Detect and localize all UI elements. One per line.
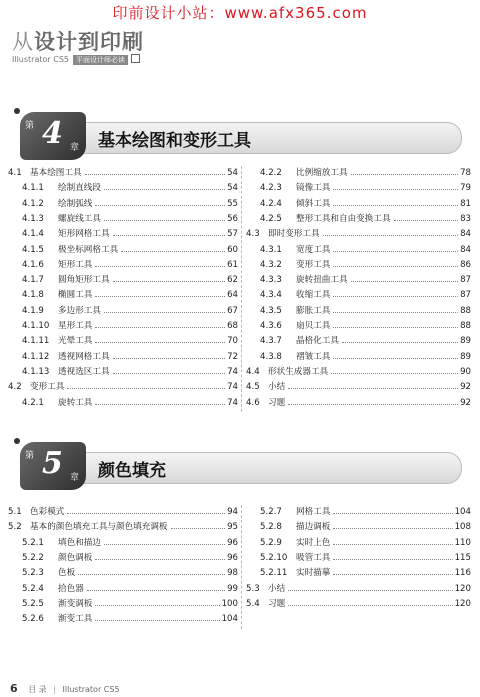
dot-leader <box>288 590 452 591</box>
toc-entry-number: 5.2.1 <box>22 537 44 548</box>
dot-leader <box>113 373 225 374</box>
footer-section: 目 录 <box>28 685 47 694</box>
toc-entry-title: 渐变调板 <box>58 598 93 609</box>
dot-leader <box>351 281 458 282</box>
toc-entry-page: 87 <box>460 290 471 301</box>
chapter-badge <box>20 442 86 490</box>
toc-entry-title: 描边调板 <box>296 522 331 533</box>
toc-entry[interactable] <box>246 365 471 377</box>
toc-entry[interactable] <box>8 243 238 255</box>
toc-entry-number: 4.1.1 <box>22 183 44 194</box>
chapter-badge <box>20 112 86 160</box>
toc-entry-title: 膨胀工具 <box>296 305 331 316</box>
chapter-suffix: 章 <box>70 143 80 153</box>
page-number: 6 <box>10 682 18 695</box>
toc-entry-number: 4.1.10 <box>22 321 50 331</box>
toc-entry-title: 透视网格工具 <box>58 351 110 362</box>
toc-entry-title: 绘制直线段 <box>58 183 101 194</box>
toc-entry-number: 4.3.5 <box>260 305 282 316</box>
toc-entry[interactable] <box>8 520 238 532</box>
toc-entry[interactable] <box>8 212 238 224</box>
toc-entry-number: 4.1.3 <box>22 213 44 224</box>
toc-entry-number: 4.1.9 <box>22 305 44 316</box>
book-subtitle <box>12 54 140 65</box>
toc-entry[interactable] <box>8 551 238 563</box>
toc-entry-page: 62 <box>227 275 238 286</box>
toc-entry-title: 褶皱工具 <box>296 351 331 362</box>
toc-entry-title: 镜像工具 <box>296 183 331 194</box>
toc-entry-title: 色板 <box>58 568 76 579</box>
chapter-number: 4 <box>42 116 63 151</box>
chapter-suffix: 章 <box>70 473 80 483</box>
dot-leader <box>351 174 458 175</box>
toc-entry-title: 比例缩放工具 <box>296 168 348 178</box>
dot-leader <box>333 544 452 545</box>
dot-leader <box>342 342 458 343</box>
toc-entry-page: 83 <box>460 213 471 224</box>
toc-entry[interactable] <box>246 227 471 239</box>
toc-entry[interactable] <box>246 334 471 346</box>
toc-entry-page: 120 <box>454 583 471 594</box>
toc-entry[interactable] <box>8 197 238 209</box>
toc-entry-number: 4.2.1 <box>22 397 44 408</box>
dot-leader <box>121 251 225 252</box>
toc-entry-page: 90 <box>460 366 471 377</box>
toc-entry-title: 晶格化工具 <box>296 336 339 347</box>
toc-entry-number: 4.3 <box>246 229 260 240</box>
toc-entry-number: 4.1.13 <box>22 366 50 377</box>
toc-entry-page: 81 <box>460 198 471 209</box>
toc-entry-title: 矩形网格工具 <box>58 229 110 240</box>
toc-entry-page: 96 <box>227 552 238 563</box>
toc-entry-title: 填色和描边 <box>58 537 101 548</box>
toc-entry-number: 5.2.9 <box>260 537 282 548</box>
toc-entry[interactable] <box>8 396 238 408</box>
toc-entry-title: 光晕工具 <box>58 336 93 347</box>
toc-entry-page: 88 <box>460 305 471 316</box>
dot-leader <box>95 296 225 297</box>
dot-leader <box>67 513 225 514</box>
dot-leader <box>333 327 458 328</box>
dot-leader <box>95 404 225 405</box>
toc-entry-page: 57 <box>227 229 238 240</box>
chapter-number: 5 <box>42 446 63 481</box>
toc-entry-title: 基本的颜色填充工具与颜色填充调板 <box>30 522 168 533</box>
dot-leader <box>288 388 458 389</box>
toc-entry-number: 5.2.8 <box>260 522 282 533</box>
toc-entry[interactable] <box>8 227 238 239</box>
toc-entry[interactable] <box>246 288 471 300</box>
toc-entry[interactable] <box>246 243 471 255</box>
toc-entry-page: 92 <box>460 382 471 393</box>
toc-entry-title: 透视选区工具 <box>58 366 110 377</box>
chapter-title: 基本绘图和变形工具 <box>98 131 251 151</box>
dot-leader <box>333 251 458 252</box>
toc-entry-page: 104 <box>454 507 471 517</box>
dot-leader <box>85 174 225 175</box>
toc-entry[interactable] <box>8 612 238 624</box>
toc-entry[interactable] <box>246 258 471 270</box>
dot-leader <box>333 513 452 514</box>
toc-entry-title: 习题 <box>268 598 286 609</box>
toc-entry[interactable] <box>8 597 238 609</box>
footer-product: Illustrator CS5 <box>62 685 120 694</box>
toc-entry-title: 渐变工具 <box>58 614 93 625</box>
toc-entry-title: 圆角矩形工具 <box>58 275 110 286</box>
toc-entry-title: 绘制弧线 <box>58 198 93 209</box>
dot-leader <box>95 205 225 206</box>
toc-entry-page: 84 <box>460 244 471 255</box>
dot-leader <box>95 620 219 621</box>
toc-entry[interactable] <box>246 582 471 594</box>
toc-entry-number: 4.2.5 <box>260 213 282 224</box>
dot-leader <box>333 266 458 267</box>
toc-entry-title: 变形工具 <box>30 382 65 393</box>
dot-leader <box>323 235 458 236</box>
toc-entry-page: 86 <box>460 259 471 270</box>
toc-entry[interactable] <box>8 380 238 392</box>
toc-entry-page: 110 <box>454 537 471 548</box>
toc-entry-page: 55 <box>227 198 238 209</box>
toc-entry-number: 4.1.7 <box>22 275 44 286</box>
toc-entry-page: 100 <box>221 598 238 609</box>
toc-entry-title: 椭圆工具 <box>58 290 93 301</box>
dot-leader <box>333 559 452 560</box>
toc-entry-page: 60 <box>227 244 238 255</box>
toc-entry-number: 4.3.8 <box>260 351 282 362</box>
toc-entry-title: 收缩工具 <box>296 290 331 301</box>
dot-leader <box>67 388 225 389</box>
toc-entry-page: 74 <box>227 382 238 393</box>
toc-entry[interactable] <box>246 380 471 392</box>
toc-entry-number: 4.3.1 <box>260 244 282 255</box>
toc-entry-title: 习题 <box>268 397 286 408</box>
toc-entry-title: 实时上色 <box>296 537 331 548</box>
toc-entry[interactable] <box>8 273 238 285</box>
toc-entry-page: 120 <box>454 598 471 609</box>
dot-leader <box>95 342 225 343</box>
toc-entry-page: 108 <box>454 522 471 533</box>
dot-leader <box>331 373 458 374</box>
toc-entry-number: 4.1.4 <box>22 229 44 240</box>
toc-entry[interactable] <box>246 166 471 178</box>
toc-entry-number: 4.3.4 <box>260 290 282 301</box>
dot-leader <box>113 358 225 359</box>
dot-leader <box>95 605 219 606</box>
toc-entry-title: 宽度工具 <box>296 244 331 255</box>
toc-entry-page: 78 <box>460 168 471 178</box>
dot-leader <box>288 605 452 606</box>
dot-leader <box>333 312 458 313</box>
toc-entry-number: 4.2.3 <box>260 183 282 194</box>
toc-entry-number: 4.1.5 <box>22 244 44 255</box>
book-title-prefix: 从 <box>12 30 34 54</box>
toc-entry-number: 5.3 <box>246 583 260 594</box>
dot-leader <box>333 528 452 529</box>
toc-entry-page: 88 <box>460 321 471 331</box>
toc-entry-title: 形状生成器工具 <box>268 366 329 377</box>
toc-entry-page: 116 <box>454 568 471 579</box>
dot-leader <box>104 544 225 545</box>
dot-leader <box>333 296 458 297</box>
square-icon <box>131 54 140 63</box>
dot-leader <box>394 220 459 221</box>
toc-entry-title: 网格工具 <box>296 507 331 517</box>
toc-entry[interactable] <box>8 350 238 362</box>
dot-leader <box>78 574 225 575</box>
toc-entry-title: 旋转扭曲工具 <box>296 275 348 286</box>
toc-entry-title: 颜色调板 <box>58 552 93 563</box>
toc-entry-number: 5.4 <box>246 598 260 609</box>
toc-entry-title: 即时变形工具 <box>268 229 320 240</box>
toc-entry-number: 4.1 <box>8 168 22 178</box>
toc-entry-number: 4.3.2 <box>260 259 282 270</box>
toc-entry[interactable] <box>246 597 471 609</box>
toc-entry-page: 68 <box>227 321 238 331</box>
dot-leader <box>333 189 458 190</box>
watermark-text: 印前设计小站：www.afx365.com <box>112 4 368 22</box>
toc-entry-page: 72 <box>227 351 238 362</box>
dot-leader <box>104 312 225 313</box>
toc-entry-number: 5.2.5 <box>22 598 44 609</box>
dot-leader <box>95 559 225 560</box>
toc-entry-page: 94 <box>227 507 238 517</box>
toc-entry[interactable] <box>246 396 471 408</box>
toc-entry-number: 4.3.6 <box>260 321 282 331</box>
dot-leader <box>95 266 225 267</box>
toc-entry-page: 87 <box>460 275 471 286</box>
toc-entry[interactable] <box>246 520 471 532</box>
toc-entry-page: 74 <box>227 397 238 408</box>
toc-entry-title: 基本绘图工具 <box>30 168 82 178</box>
toc-entry-number: 5.2.7 <box>260 507 282 517</box>
toc-entry-title: 多边形工具 <box>58 305 101 316</box>
book-tag: 平面设计师必读 <box>73 55 128 65</box>
toc-entry-number: 4.2.2 <box>260 168 282 178</box>
dot-leader <box>113 281 225 282</box>
toc-entry[interactable] <box>8 505 238 517</box>
chapter-prefix: 第 <box>25 121 35 131</box>
toc-entry-page: 70 <box>227 336 238 347</box>
toc-entry[interactable] <box>246 319 471 331</box>
dot-leader <box>95 327 225 328</box>
dot-leader <box>288 404 458 405</box>
toc-entry-title: 小结 <box>268 583 286 594</box>
toc-entry[interactable] <box>8 566 238 578</box>
chapter-title: 颜色填充 <box>98 461 166 481</box>
toc-entry-number: 5.2.4 <box>22 583 44 594</box>
toc-entry-title: 小结 <box>268 382 286 393</box>
toc-entry[interactable] <box>246 505 471 517</box>
toc-entry[interactable] <box>8 319 238 331</box>
dot-leader <box>333 358 458 359</box>
toc-entry-title: 螺旋线工具 <box>58 213 101 224</box>
toc-entry-number: 4.3.3 <box>260 275 282 286</box>
toc-entry-title: 星形工具 <box>58 321 93 331</box>
toc-entry-number: 5.1 <box>8 507 22 517</box>
toc-entry-title: 吸管工具 <box>296 552 331 563</box>
toc-entry-page: 64 <box>227 290 238 301</box>
toc-entry-number: 4.1.2 <box>22 198 44 209</box>
book-title <box>12 26 144 56</box>
toc-entry-number: 4.4 <box>246 366 260 377</box>
column-divider <box>241 166 242 412</box>
toc-entry-number: 5.2.10 <box>260 552 288 563</box>
toc-entry-page: 84 <box>460 229 471 240</box>
toc-entry-number: 4.3.7 <box>260 336 282 347</box>
toc-entry-number: 4.1.8 <box>22 290 44 301</box>
dot-leader <box>333 205 458 206</box>
dot-leader <box>104 189 225 190</box>
toc-entry[interactable] <box>246 181 471 193</box>
toc-entry-number: 5.2.2 <box>22 552 44 563</box>
dot-leader <box>333 574 452 575</box>
book-title-main: 设计到印刷 <box>34 30 144 54</box>
toc-entry-title: 实时描摹 <box>296 568 331 579</box>
toc-entry-number: 4.5 <box>246 382 260 393</box>
toc-entry-page: 99 <box>227 583 238 594</box>
chapter-banner-4 <box>20 118 462 158</box>
chapter-banner-5 <box>20 448 462 488</box>
toc-entry-title: 扇贝工具 <box>296 321 331 331</box>
toc-entry-page: 115 <box>454 552 471 563</box>
toc-entry-title: 拾色器 <box>58 583 84 594</box>
toc-entry[interactable] <box>8 365 238 377</box>
toc-entry[interactable] <box>246 536 471 548</box>
toc-entry-page: 54 <box>227 183 238 194</box>
dot-leader <box>104 220 225 221</box>
book-subtitle-product: Illustrator CS5 <box>12 55 69 64</box>
toc-entry-number: 5.2.11 <box>260 568 288 579</box>
toc-entry-page: 74 <box>227 366 238 377</box>
chapter-prefix: 第 <box>25 451 35 461</box>
toc-entry[interactable] <box>246 212 471 224</box>
toc-entry-page: 67 <box>227 305 238 316</box>
toc-entry-title: 极坐标网格工具 <box>58 244 119 255</box>
toc-entry-number: 4.2.4 <box>260 198 282 209</box>
toc-entry-page: 89 <box>460 336 471 347</box>
toc-entry-page: 104 <box>221 614 238 625</box>
toc-entry-title: 矩形工具 <box>58 259 93 270</box>
dot-leader <box>113 235 225 236</box>
toc-entry-number: 4.1.12 <box>22 351 50 362</box>
toc-entry-number: 5.2.6 <box>22 614 44 625</box>
toc-entry[interactable] <box>8 582 238 594</box>
toc-entry-page: 92 <box>460 397 471 408</box>
dot-icon <box>14 438 20 444</box>
toc-entry-number: 5.2 <box>8 522 22 533</box>
toc-entry-number: 5.2.3 <box>22 568 44 579</box>
toc-entry-page: 79 <box>460 183 471 194</box>
toc-entry-page: 98 <box>227 568 238 579</box>
dot-leader <box>87 590 225 591</box>
toc-entry-page: 89 <box>460 351 471 362</box>
toc-entry[interactable] <box>8 258 238 270</box>
toc-entry[interactable] <box>246 350 471 362</box>
toc-entry[interactable] <box>8 181 238 193</box>
toc-entry-page: 54 <box>227 168 238 178</box>
toc-entry-title: 倾斜工具 <box>296 198 331 209</box>
dot-icon <box>14 108 20 114</box>
toc-entry-title: 色彩模式 <box>30 507 65 517</box>
toc-entry[interactable] <box>8 166 238 178</box>
toc-entry-page: 56 <box>227 213 238 224</box>
toc-entry-page: 96 <box>227 537 238 548</box>
toc-entry[interactable] <box>246 566 471 578</box>
toc-entry[interactable] <box>246 197 471 209</box>
toc-entry[interactable] <box>246 551 471 563</box>
toc-entry-title: 变形工具 <box>296 259 331 270</box>
toc-entry-number: 4.1.11 <box>22 336 50 347</box>
toc-entry-number: 4.6 <box>246 397 260 408</box>
toc-entry[interactable] <box>8 304 238 316</box>
column-divider <box>241 505 242 629</box>
toc-entry[interactable] <box>8 536 238 548</box>
page-footer: 6 目 录 | Illustrator CS5 <box>10 682 120 695</box>
toc-entry-page: 95 <box>227 522 238 533</box>
dot-leader <box>171 528 226 529</box>
toc-entry-title: 整形工具和自由变换工具 <box>296 213 391 224</box>
toc-entry-number: 4.1.6 <box>22 259 44 270</box>
toc-entry[interactable] <box>8 334 238 346</box>
toc-entry-title: 旋转工具 <box>58 397 93 408</box>
toc-entry-number: 4.2 <box>8 382 22 393</box>
toc-entry-page: 61 <box>227 259 238 270</box>
toc-entry[interactable] <box>246 273 471 285</box>
toc-entry[interactable] <box>8 288 238 300</box>
toc-entry[interactable] <box>246 304 471 316</box>
